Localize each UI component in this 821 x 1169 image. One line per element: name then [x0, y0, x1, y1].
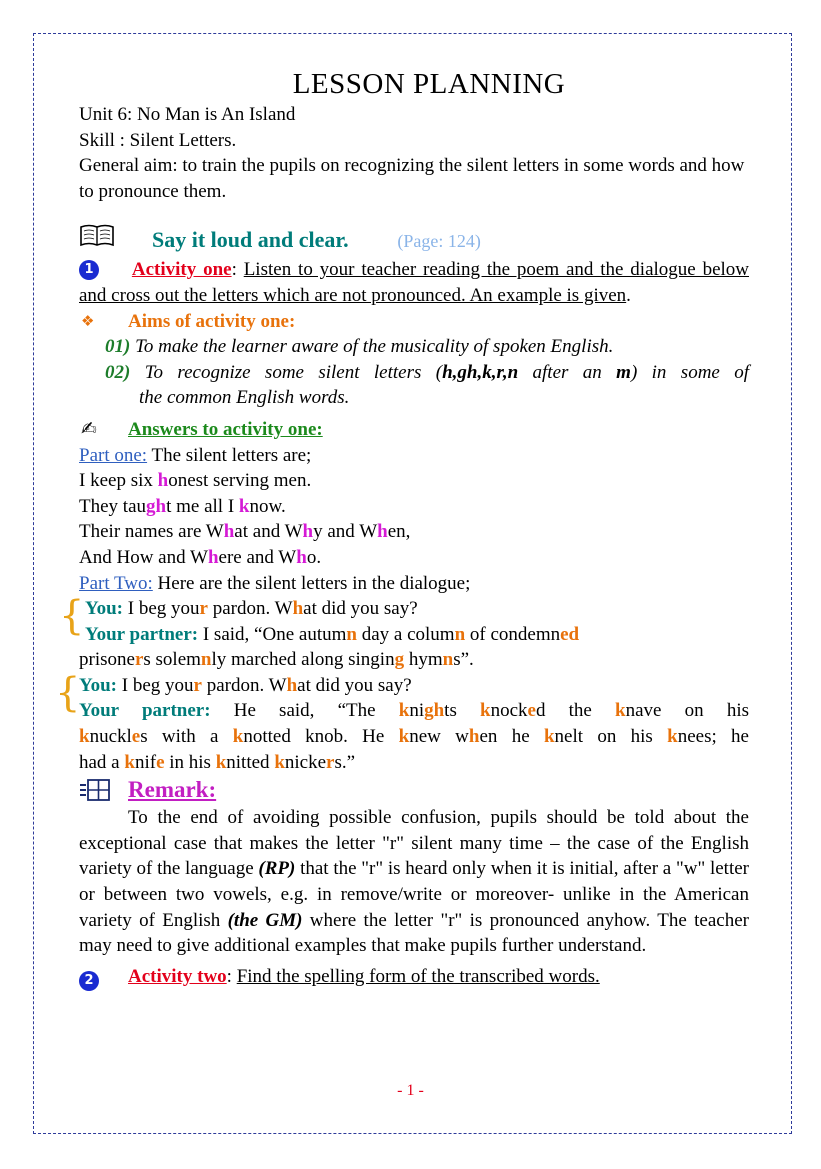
- activity-one-text: Listen to your teacher reading the poem and the dialogue below and cross out the letters which are not pronounced. An example is given: [79, 259, 749, 306]
- dialogue-one-partner-cont: prisoners solemnly marched along singing hymns”.: [79, 649, 474, 671]
- lesson-content: [55, 66, 750, 989]
- window-grid-icon: [79, 778, 111, 812]
- diamond-bullet-icon: ❖: [81, 311, 95, 330]
- brace-icon: {: [55, 669, 81, 716]
- aim-two-continued: the common English words.: [139, 387, 350, 409]
- dialogue-two-you: You: I beg your pardon. What did you say?: [79, 674, 412, 696]
- page-reference: (Page: 124): [397, 231, 481, 252]
- brace-icon: {: [59, 593, 85, 640]
- poem-line-3: Their names are What and Why and When,: [79, 521, 411, 543]
- aims-heading-row: [79, 309, 749, 335]
- section-heading-row: [79, 223, 749, 257]
- page-title: LESSON PLANNING: [292, 68, 566, 100]
- writing-hand-icon: ✍: [81, 417, 97, 440]
- dialogue-one-you: You: I beg your pardon. What did you say?: [85, 598, 418, 620]
- answers-heading: Answers to activity one:: [128, 418, 323, 440]
- dialogue-one: [59, 593, 749, 673]
- activity-two-label: Activity two: [128, 965, 227, 987]
- general-aim: General aim: to train the pupils on recognizing the silent letters in some words and how to pronounce them.: [79, 155, 745, 202]
- number-two-icon: 2: [79, 966, 99, 992]
- page-number: - 1 -: [397, 1082, 424, 1099]
- remark-paragraph: To the end of avoiding possible confusion, pupils should be told about the exceptional case that makes the letter "r" silent many time – the case of the English variety of the language (RP) that the "r" is heard only when it is initial, after a "w" letter or between two vowels, e.g. in remove/write or moreover- unlike in the American variety of English (the GM) where the letter "r" is pronounced anyhow. The teacher may need to give additional examples that make pupils further understand.: [79, 807, 749, 957]
- part-one-line: Part one: The silent letters are;: [79, 444, 312, 466]
- skill-line: Skill : Silent Letters.: [79, 129, 237, 151]
- number-one-icon: 1: [79, 260, 99, 280]
- dialogue-one-partner: Your partner: I said, “One autumn day a column of condemned: [85, 623, 580, 645]
- aim-one: 01) To make the learner aware of the musicality of spoken English.: [105, 336, 614, 358]
- remark-heading: Remark:: [128, 777, 217, 803]
- answers-heading-row: [79, 417, 749, 443]
- activity-one-label: Activity one: [131, 259, 232, 281]
- poem-line-2: They taught me all I know.: [79, 495, 286, 517]
- remark-heading-row: [79, 775, 749, 805]
- activity-two-text: Find the spelling form of the transcribed words.: [236, 965, 600, 987]
- open-book-icon: [79, 223, 115, 261]
- aims-heading: Aims of activity one:: [128, 310, 296, 332]
- part-two-line: Part Two: Here are the silent letters in the dialogue;: [79, 572, 471, 594]
- unit-line: Unit 6: No Man is An Island: [79, 104, 296, 125]
- dialogue-two-partner-end: had a knife in his knitted knickers.”: [79, 751, 356, 773]
- poem: [79, 468, 749, 570]
- dialogue-two-partner: Your partner: He said, “The knights knocked the knave on his: [79, 700, 750, 722]
- activity-two-row: 2 Activity two: Find the spelling form of the transcribed words.: [79, 964, 749, 990]
- dialogue-two: [55, 669, 750, 775]
- section-heading: Say it loud and clear.: [152, 227, 349, 253]
- poem-line-4: And How and Where and Who.: [79, 546, 322, 568]
- activity-one-instruction: 1 Activity one: Listen to your teacher reading the poem and the dialogue below and cross out the letters which are not pronounced. An example is given.: [79, 259, 749, 306]
- dialogue-two-partner-cont: knuckles with a knotted knob. He knew when he knelt on his knees; he: [79, 726, 749, 748]
- aim-two: 02) To recognize some silent letters (h,gh,k,r,n after an m) in some of: [105, 361, 749, 383]
- poem-line-1: I keep six honest serving men.: [79, 470, 312, 492]
